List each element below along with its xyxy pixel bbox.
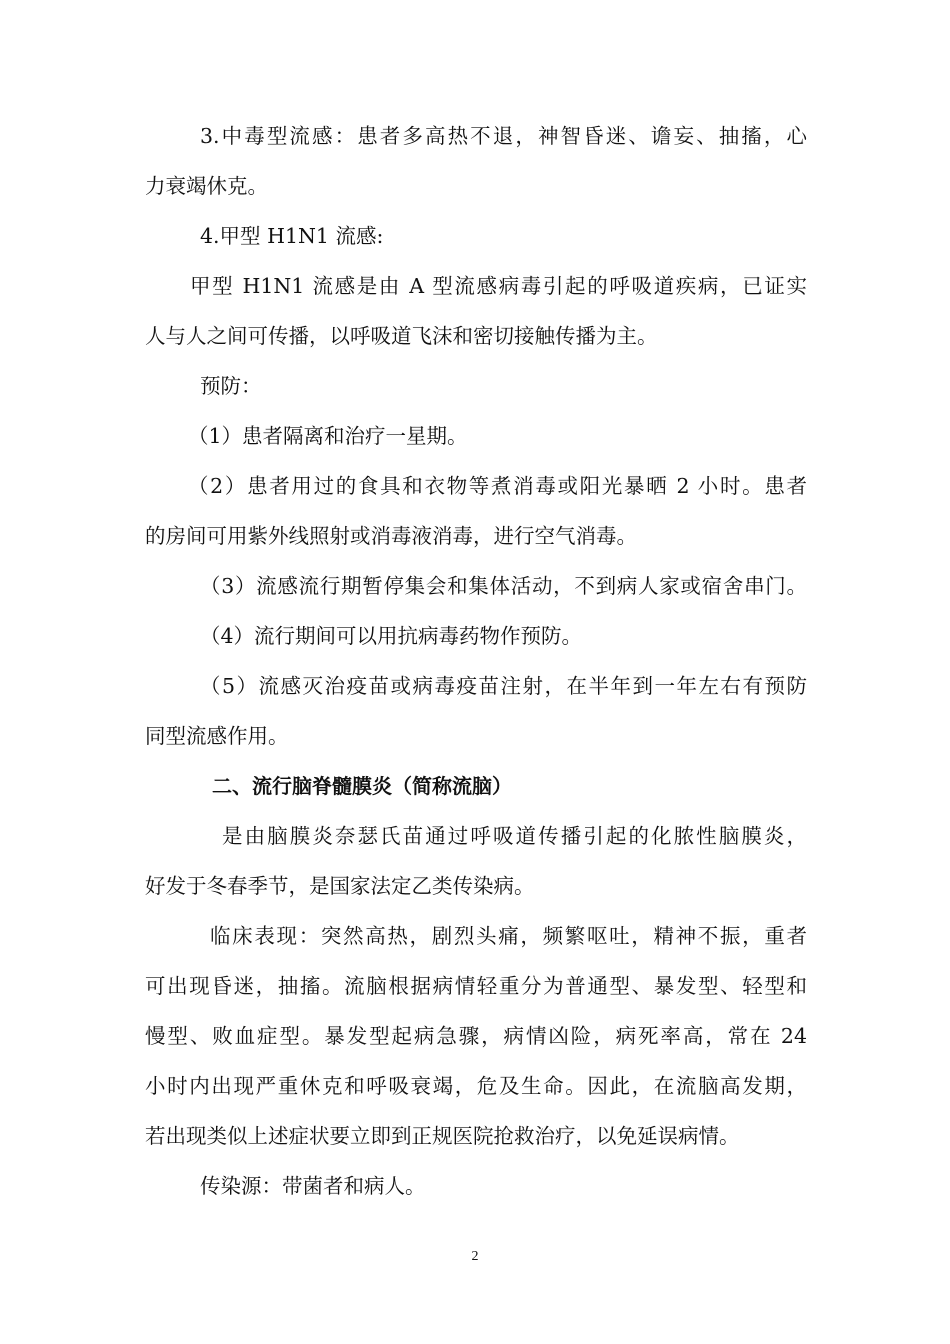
clinical-paragraph-line-2: 可出现昏迷，抽搐。流脑根据病情轻重分为普通型、暴发型、轻型和 — [145, 974, 807, 998]
clinical-paragraph-line-5: 若出现类似上述症状要立即到正规医院抢救治疗，以免延误病情。 — [145, 1124, 740, 1148]
prevention-heading: 预防： — [200, 374, 262, 398]
clinical-paragraph-line-3: 慢型、败血症型。暴发型起病急骤，病情凶险，病死率高，常在 24 — [145, 1024, 807, 1048]
paragraph-meningitis-line-2: 好发于冬春季节，是国家法定乙类传染病。 — [145, 874, 535, 898]
paragraph-h1n1-line-2: 人与人之间可传播，以呼吸道飞沫和密切接触传播为主。 — [145, 324, 658, 348]
infection-source-line: 传染源：带菌者和病人。 — [200, 1174, 426, 1198]
section-heading-meningitis: 二、流行脑脊髓膜炎（简称流脑） — [212, 774, 512, 798]
h1n1-heading: 4.甲型 H1N1 流感: — [200, 224, 384, 248]
paragraph-toxic-flu-line-1: 3.中毒型流感：患者多高热不退，神智昏迷、谵妄、抽搐，心 — [200, 124, 807, 148]
prevention-item-2-line-1: （2）患者用过的食具和衣物等煮消毒或阳光暴晒 2 小时。患者 — [188, 474, 807, 498]
prevention-item-4: （4）流行期间可以用抗病毒药物作预防。 — [200, 624, 583, 648]
paragraph-meningitis-line-1: 是由脑膜炎奈瑟氏苗通过呼吸道传播引起的化脓性脑膜炎， — [222, 824, 807, 848]
paragraph-h1n1-line-1: 甲型 H1N1 流感是由 A 型流感病毒引起的呼吸道疾病，已证实 — [190, 274, 807, 298]
clinical-paragraph-line-4: 小时内出现严重休克和呼吸衰竭，危及生命。因此，在流脑高发期， — [145, 1074, 807, 1098]
prevention-item-2-line-2: 的房间可用紫外线照射或消毒液消毒，进行空气消毒。 — [145, 524, 637, 548]
clinical-paragraph-line-1: 临床表现：突然高热，剧烈头痛，频繁呕吐，精神不振，重者 — [210, 924, 807, 948]
paragraph-toxic-flu-line-2: 力衰竭休克。 — [145, 174, 268, 198]
prevention-item-5-line-2: 同型流感作用。 — [145, 724, 289, 748]
prevention-item-5-line-1: （5）流感灭治疫苗或病毒疫苗注射，在半年到一年左右有预防 — [200, 674, 807, 698]
page-number: 2 — [471, 1249, 479, 1264]
prevention-item-1: （1）患者隔离和治疗一星期。 — [188, 424, 468, 448]
prevention-item-3: （3）流感流行期暂停集会和集体活动，不到病人家或宿舍串门。 — [200, 574, 807, 598]
